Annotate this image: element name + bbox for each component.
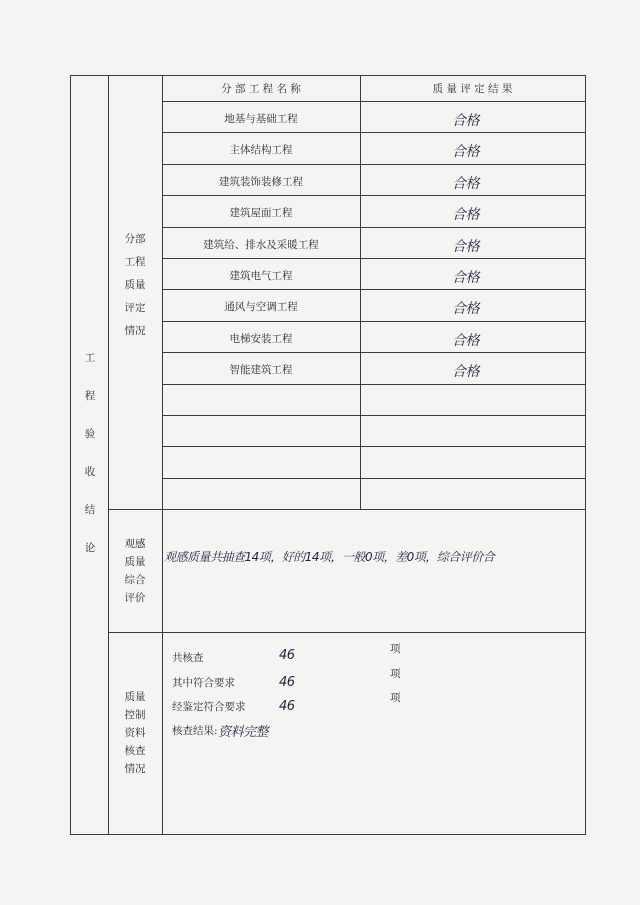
row-divider bbox=[162, 446, 585, 447]
meet-label: 其中符合要求 bbox=[172, 677, 235, 689]
row-divider bbox=[162, 258, 585, 259]
frame-left bbox=[70, 75, 71, 835]
row-divider bbox=[162, 227, 585, 228]
result-label: 核查结果: bbox=[172, 725, 218, 737]
unit-2: 项 bbox=[390, 668, 401, 680]
section-label: 工 程 验 收 结 论 bbox=[84, 352, 96, 554]
row-divider bbox=[162, 478, 585, 479]
appearance-label: 观感 质量 综合 评价 bbox=[124, 538, 146, 604]
divider-control-top bbox=[108, 632, 585, 633]
row-result: 合格 bbox=[452, 364, 479, 380]
header-name: 分 部 工 程 名 称 bbox=[221, 83, 301, 95]
row-divider bbox=[162, 195, 585, 196]
row-result: 合格 bbox=[452, 144, 479, 160]
unit-3: 项 bbox=[390, 692, 401, 704]
row-divider bbox=[162, 164, 585, 165]
row-result: 合格 bbox=[452, 270, 479, 286]
verified-label: 经鉴定符合要求 bbox=[172, 701, 246, 713]
row-name: 建筑屋面工程 bbox=[229, 207, 293, 219]
total-label: 共核查 bbox=[172, 652, 204, 664]
frame-bottom bbox=[70, 834, 585, 835]
row-result: 合格 bbox=[452, 113, 479, 129]
row-result: 合格 bbox=[452, 176, 479, 192]
row-name: 通风与空调工程 bbox=[224, 301, 298, 313]
header-divider bbox=[162, 101, 585, 102]
row-divider bbox=[162, 321, 585, 322]
meet-value: 46 bbox=[279, 675, 295, 690]
row-divider bbox=[162, 415, 585, 416]
row-name: 建筑给、排水及采暖工程 bbox=[203, 239, 319, 251]
divider-col2 bbox=[162, 75, 163, 835]
divider-col1 bbox=[108, 75, 109, 835]
row-name: 地基与基础工程 bbox=[224, 113, 298, 125]
row-result: 合格 bbox=[452, 333, 479, 349]
row-name: 电梯安装工程 bbox=[229, 333, 293, 345]
divider-col3 bbox=[360, 75, 361, 509]
verified-value: 46 bbox=[279, 699, 295, 714]
result-value: 资料完整 bbox=[218, 725, 269, 740]
row-divider bbox=[162, 132, 585, 133]
unit-1: 项 bbox=[390, 643, 401, 655]
row-name: 建筑装饰装修工程 bbox=[219, 176, 303, 188]
row-divider bbox=[162, 384, 585, 385]
quality-eval-label: 分部 工程 质量 评定 情况 bbox=[124, 233, 146, 337]
appearance-handwriting: 观感质量共抽查14项，好的14项，一般0项，差0项，综合评价合 bbox=[164, 550, 495, 564]
frame-top bbox=[70, 75, 585, 76]
total-value: 46 bbox=[279, 648, 295, 663]
frame-right bbox=[585, 75, 586, 835]
row-result: 合格 bbox=[452, 301, 479, 317]
row-name: 建筑电气工程 bbox=[229, 270, 293, 282]
control-docs-label: 质量 控制 资料 核查 情况 bbox=[124, 691, 146, 775]
divider-appearance-top bbox=[108, 509, 585, 510]
header-result: 质 量 评 定 结 果 bbox=[432, 83, 513, 95]
row-result: 合格 bbox=[452, 239, 479, 255]
row-name: 主体结构工程 bbox=[229, 144, 293, 156]
row-divider bbox=[162, 289, 585, 290]
row-result: 合格 bbox=[452, 207, 479, 223]
row-name: 智能建筑工程 bbox=[229, 364, 293, 376]
row-divider bbox=[162, 352, 585, 353]
